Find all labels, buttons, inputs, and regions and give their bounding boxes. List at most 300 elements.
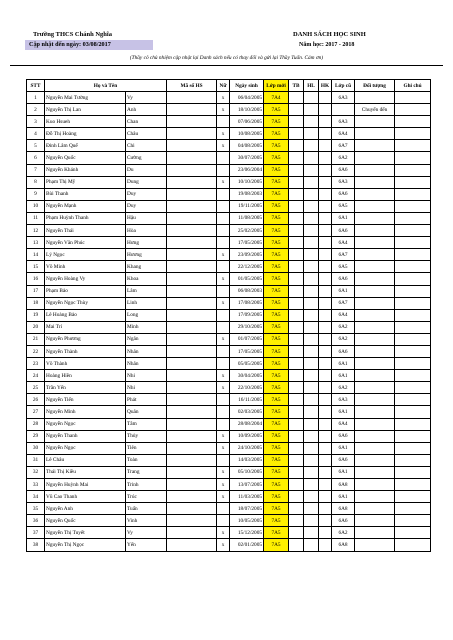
notes-cell [395,430,431,442]
surname-cell: Nguyễn Ngọc [45,418,126,430]
stt-cell: 14 [27,249,45,261]
hk-cell [319,297,332,309]
category-cell [355,309,395,321]
table-row [27,261,431,273]
table-row [27,382,431,394]
category-cell [355,140,395,152]
col-header-female: Nữ [217,80,230,92]
stt-cell: 35 [27,503,45,515]
table-row [27,479,431,491]
notes-cell [395,527,431,539]
stt-cell: 12 [27,225,45,237]
surname-cell: Nguyễn Ngọc Thùy [45,297,126,309]
table-row [27,116,431,128]
old-class-cell: 6A5 [332,200,355,212]
hl-cell [304,176,319,188]
tb-cell [289,164,304,176]
new-class-cell: 7A5 [264,430,289,442]
notes-cell [395,358,431,370]
female-cell [217,345,230,357]
student-id-cell [167,285,217,297]
tb-cell [289,515,304,527]
given-name-cell: Khang [126,261,167,273]
female-cell [217,309,230,321]
table-row [27,176,431,188]
stt-cell: 10 [27,200,45,212]
new-class-cell: 7A5 [264,394,289,406]
hk-cell [319,527,332,539]
new-class-cell: 7A5 [264,128,289,140]
old-class-cell: 6A1 [332,212,355,224]
hk-cell [319,140,332,152]
student-id-cell [167,503,217,515]
student-id-cell [167,358,217,370]
notes-cell [395,345,431,357]
table-row [27,442,431,454]
col-header-tb: TB [289,80,304,92]
notes-cell [395,454,431,466]
hl-cell [304,188,319,200]
hl-cell [304,297,319,309]
female-cell: x [217,430,230,442]
surname-cell: Nguyễn Thanh [45,430,126,442]
category-cell [355,237,395,249]
female-cell [217,188,230,200]
student-id-cell [167,261,217,273]
surname-cell: Nguyễn Anh [45,503,126,515]
stt-cell: 37 [27,527,45,539]
new-class-cell: 7A5 [264,454,289,466]
tb-cell [289,321,304,333]
new-class-cell: 7A5 [264,273,289,285]
table-row [27,285,431,297]
stt-cell: 21 [27,333,45,345]
birthdate-cell: 25/02/2005 [230,225,264,237]
col-header-birthdate: Ngày sinh [230,80,264,92]
col-header-old-class: Lớp cũ [332,80,355,92]
given-name-cell: Hòa [126,225,167,237]
student-id-cell [167,273,217,285]
table-row [27,394,431,406]
notes-cell [395,297,431,309]
given-name-cell: Cường [126,152,167,164]
new-class-cell: 7A5 [264,370,289,382]
stt-cell: 9 [27,188,45,200]
old-class-cell: 6A6 [332,515,355,527]
hk-cell [319,430,332,442]
old-class-cell: 6A8 [332,539,355,551]
student-id-cell [167,200,217,212]
student-id-cell [167,128,217,140]
table-row [27,140,431,152]
given-name-cell: Duy [126,200,167,212]
col-header-hk: HK [319,80,332,92]
new-class-cell: 7A5 [264,321,289,333]
given-name-cell: Tiên [126,442,167,454]
given-name-cell: Du [126,164,167,176]
tb-cell [289,358,304,370]
old-class-cell: 6A3 [332,176,355,188]
category-cell [355,92,395,104]
hl-cell [304,309,319,321]
hl-cell [304,515,319,527]
tb-cell [289,309,304,321]
student-id-cell [167,140,217,152]
old-class-cell: 6A2 [332,152,355,164]
category-cell [355,430,395,442]
hl-cell [304,140,319,152]
category-cell [355,261,395,273]
surname-cell: Nguyễn Mạnh [45,200,126,212]
birthdate-cell: 28/08/2004 [230,418,264,430]
table-row [27,358,431,370]
student-id-cell [167,297,217,309]
hl-cell [304,200,319,212]
old-class-cell: 6A1 [332,370,355,382]
category-cell [355,285,395,297]
stt-cell: 31 [27,454,45,466]
hk-cell [319,382,332,394]
old-class-cell: 6A6 [332,225,355,237]
table-body [27,92,431,552]
birthdate-cell: 23/09/2005 [230,249,264,261]
female-cell [217,418,230,430]
birthdate-cell: 13/07/2005 [230,479,264,491]
notes-cell [395,200,431,212]
birthdate-cell: 30/04/2005 [230,370,264,382]
female-cell: x [217,442,230,454]
student-id-cell [167,104,217,116]
tb-cell [289,370,304,382]
given-name-cell: Trang [126,466,167,478]
hl-cell [304,225,319,237]
student-id-cell [167,152,217,164]
given-name-cell: Yến [126,539,167,551]
stt-cell: 23 [27,358,45,370]
student-id-cell [167,309,217,321]
table-row [27,200,431,212]
student-id-cell [167,176,217,188]
birthdate-cell: 16/11/2005 [230,394,264,406]
table-row [27,212,431,224]
notes-cell [395,212,431,224]
female-cell [217,503,230,515]
surname-cell: Nguyễn Huỳnh Mai [45,479,126,491]
hk-cell [319,454,332,466]
hl-cell [304,466,319,478]
old-class-cell: 6A1 [332,466,355,478]
stt-cell: 33 [27,479,45,491]
notes-cell [395,128,431,140]
new-class-cell: 7A5 [264,200,289,212]
surname-cell: Nguyễn Phương [45,333,126,345]
stt-cell: 18 [27,297,45,309]
female-cell: x [217,273,230,285]
given-name-cell: Khoa [126,273,167,285]
birthdate-cell: 30/07/2005 [230,152,264,164]
birthdate-cell: 15/12/2005 [230,527,264,539]
given-name-cell: Nhân [126,358,167,370]
notes-cell [395,261,431,273]
old-class-cell: 6A3 [332,116,355,128]
birthdate-cell: 17/08/2005 [230,297,264,309]
hk-cell [319,515,332,527]
old-class-cell: 6A1 [332,285,355,297]
new-class-cell: 7A5 [264,479,289,491]
birthdate-cell: 07/06/2005 [230,116,264,128]
tb-cell [289,140,304,152]
birthdate-cell: 14/03/2005 [230,454,264,466]
tb-cell [289,261,304,273]
stt-cell: 5 [27,140,45,152]
hk-cell [319,212,332,224]
new-class-cell: 7A5 [264,249,289,261]
notes-cell [395,479,431,491]
old-class-cell: 6A4 [332,128,355,140]
hk-cell [319,491,332,503]
student-id-cell [167,479,217,491]
student-id-cell [167,491,217,503]
tb-cell [289,430,304,442]
table-row [27,237,431,249]
given-name-cell: Châu [126,128,167,140]
category-cell [355,503,395,515]
hl-cell [304,285,319,297]
category-cell [355,176,395,188]
new-class-cell: 7A4 [264,92,289,104]
student-roster-table [26,79,431,552]
notes-cell [395,515,431,527]
hl-cell [304,479,319,491]
given-name-cell: Thủy [126,430,167,442]
new-class-cell: 7A5 [264,140,289,152]
hl-cell [304,370,319,382]
old-class-cell: 6A8 [332,503,355,515]
hk-cell [319,128,332,140]
female-cell [217,394,230,406]
given-name-cell: Chan [126,116,167,128]
new-class-cell: 7A5 [264,116,289,128]
student-id-cell [167,466,217,478]
surname-cell: Nguyễn Minh [45,406,126,418]
female-cell [217,237,230,249]
notes-cell [395,116,431,128]
female-cell: x [217,466,230,478]
hk-cell [319,116,332,128]
surname-cell: Phạm Huỳnh Thanh [45,212,126,224]
category-cell [355,491,395,503]
surname-cell: Nguyễn Thành [45,345,126,357]
birthdate-cell: 29/10/2005 [230,321,264,333]
table-row [27,527,431,539]
old-class-cell: 6A1 [332,358,355,370]
update-date-banner: Cập nhật đến ngày: 03/08/2017 [25,40,153,50]
tb-cell [289,200,304,212]
old-class-cell: 6A2 [332,333,355,345]
tb-cell [289,394,304,406]
school-name: Trường THCS Chánh Nghĩa [33,31,112,38]
notes-cell [395,140,431,152]
table-row [27,104,431,116]
tb-cell [289,237,304,249]
old-class-cell: 6A1 [332,491,355,503]
given-name-cell: Nhân [126,345,167,357]
new-class-cell: 7A5 [264,345,289,357]
hk-cell [319,261,332,273]
female-cell: x [217,527,230,539]
table-row [27,466,431,478]
hk-cell [319,285,332,297]
tb-cell [289,212,304,224]
female-cell: x [217,297,230,309]
female-cell [217,225,230,237]
female-cell [217,152,230,164]
birthdate-cell: 11/08/2005 [230,212,264,224]
new-class-cell: 7A5 [264,297,289,309]
old-class-cell: 6A1 [332,442,355,454]
birthdate-cell: 17/09/2005 [230,309,264,321]
birthdate-cell: 22/12/2005 [230,261,264,273]
birthdate-cell: 10/05/2005 [230,515,264,527]
surname-cell: Nguyễn Quốc [45,152,126,164]
student-id-cell [167,442,217,454]
hl-cell [304,491,319,503]
table-row [27,539,431,551]
new-class-cell: 7A5 [264,188,289,200]
notes-cell [395,92,431,104]
hl-cell [304,430,319,442]
hl-cell [304,394,319,406]
notes-cell [395,418,431,430]
old-class-cell: 6A2 [332,321,355,333]
female-cell [217,285,230,297]
old-class-cell: 6A5 [332,261,355,273]
old-class-cell: 6A4 [332,237,355,249]
student-id-cell [167,394,217,406]
category-cell [355,442,395,454]
surname-cell: Nguyễn Thị Tuyết [45,527,126,539]
given-name-cell: Anh [126,104,167,116]
new-class-cell: 7A5 [264,309,289,321]
new-class-cell: 7A5 [264,527,289,539]
surname-cell: Thái Thị Kiều [45,466,126,478]
given-name-cell: Phát [126,394,167,406]
hk-cell [319,164,332,176]
given-name-cell: Hậu [126,212,167,224]
table-row [27,152,431,164]
surname-cell: Nguyễn Mai Tường [45,92,126,104]
surname-cell: Đinh Lâm Quế [45,140,126,152]
tb-cell [289,285,304,297]
tb-cell [289,188,304,200]
table-row [27,128,431,140]
hk-cell [319,225,332,237]
tb-cell [289,92,304,104]
category-cell [355,406,395,418]
new-class-cell: 7A5 [264,225,289,237]
hk-cell [319,237,332,249]
col-header-student-id: Mã số HS [167,80,217,92]
category-cell [355,297,395,309]
student-id-cell [167,164,217,176]
hk-cell [319,503,332,515]
old-class-cell: 6A4 [332,418,355,430]
category-cell [355,370,395,382]
student-id-cell [167,406,217,418]
new-class-cell: 7A5 [264,491,289,503]
category-cell [355,394,395,406]
new-class-cell: 7A5 [264,333,289,345]
student-id-cell [167,237,217,249]
new-class-cell: 7A5 [264,382,289,394]
student-id-cell [167,116,217,128]
table-row [27,225,431,237]
table-row [27,273,431,285]
hl-cell [304,164,319,176]
new-class-cell: 7A5 [264,285,289,297]
birthdate-cell: 18/07/2005 [230,503,264,515]
notes-cell [395,539,431,551]
surname-cell: Võ Minh [45,261,126,273]
notes-cell [395,188,431,200]
surname-cell: Trần Yến [45,382,126,394]
notes-cell [395,285,431,297]
given-name-cell: Tâm [126,418,167,430]
stt-cell: 26 [27,394,45,406]
given-name-cell: Nhi [126,370,167,382]
given-name-cell: Dung [126,176,167,188]
new-class-cell: 7A5 [264,261,289,273]
tb-cell [289,152,304,164]
table-row [27,297,431,309]
tb-cell [289,479,304,491]
hk-cell [319,92,332,104]
surname-cell: Nguyễn Hoàng Vy [45,273,126,285]
birthdate-cell: 19/08/2003 [230,188,264,200]
tb-cell [289,418,304,430]
birthdate-cell: 05/05/2005 [230,358,264,370]
female-cell [217,406,230,418]
student-id-cell [167,539,217,551]
hl-cell [304,333,319,345]
hl-cell [304,237,319,249]
tb-cell [289,128,304,140]
stt-cell: 6 [27,152,45,164]
col-header-new-class: Lớp mới [264,80,289,92]
student-id-cell [167,418,217,430]
student-id-cell [167,370,217,382]
student-id-cell [167,225,217,237]
new-class-cell: 7A5 [264,104,289,116]
new-class-cell: 7A5 [264,503,289,515]
given-name-cell: Trinh [126,479,167,491]
tb-cell [289,116,304,128]
tb-cell [289,345,304,357]
female-cell: x [217,176,230,188]
given-name-cell: Tuấn [126,503,167,515]
hk-cell [319,309,332,321]
birthdate-cell: 05/10/2005 [230,466,264,478]
student-id-cell [167,188,217,200]
stt-cell: 17 [27,285,45,297]
hl-cell [304,321,319,333]
table-row [27,418,431,430]
hl-cell [304,382,319,394]
surname-cell: Mai Trí [45,321,126,333]
category-cell [355,527,395,539]
tb-cell [289,333,304,345]
stt-cell: 22 [27,345,45,357]
